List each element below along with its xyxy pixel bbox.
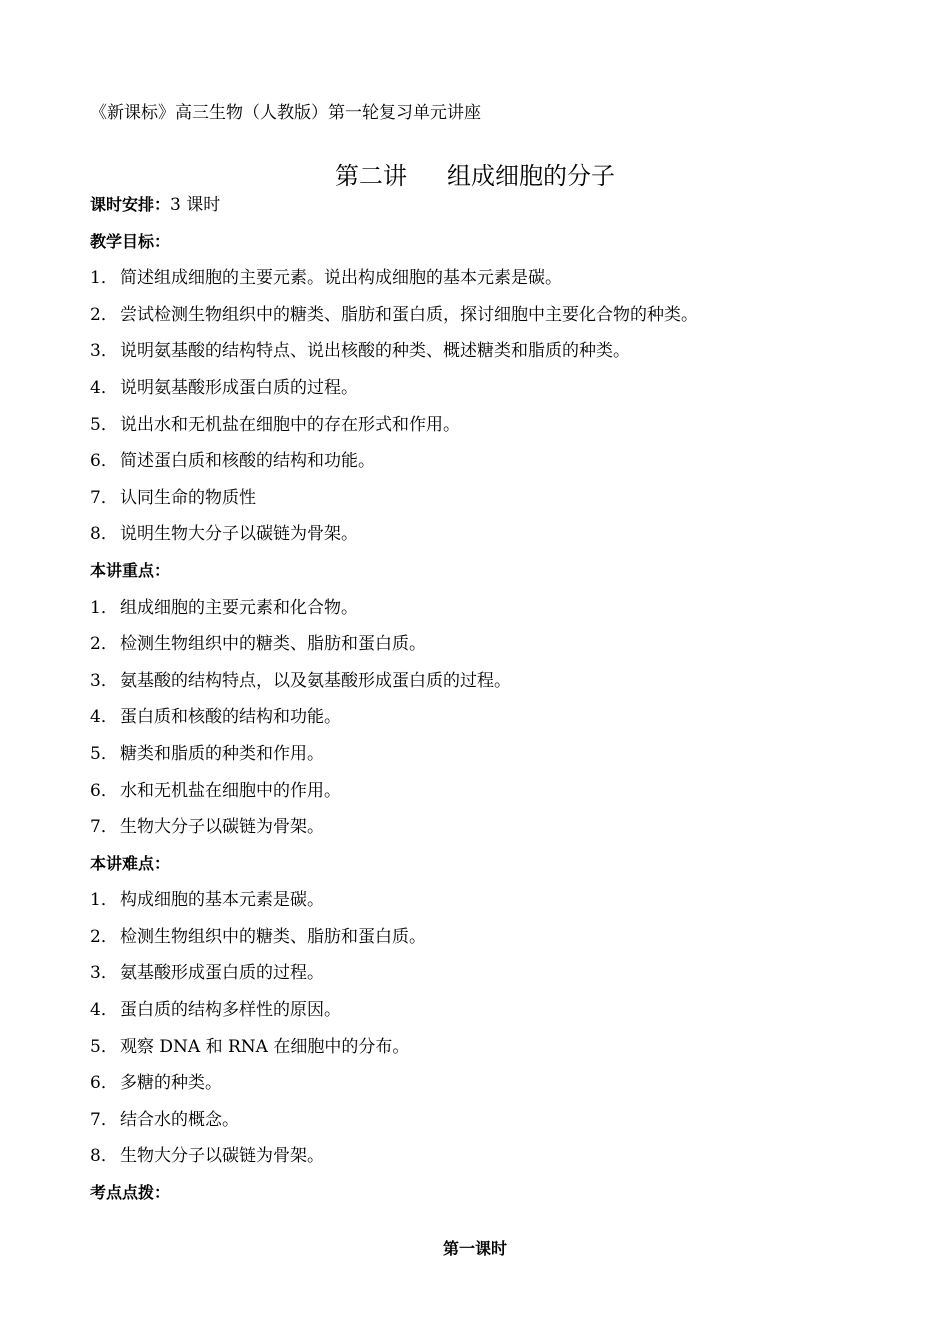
list-item: 8． 说明生物大分子以碳链为骨架。 — [90, 524, 358, 545]
list-item: 7． 结合水的概念。 — [90, 1109, 239, 1130]
list-item: 6． 简述蛋白质和核酸的结构和功能。 — [90, 451, 375, 472]
list-item: 1． 组成细胞的主要元素和化合物。 — [90, 597, 358, 618]
section-heading: 第一课时 — [442, 1239, 507, 1258]
key-points-heading: 本讲重点： — [90, 560, 171, 580]
list-item: 6． 水和无机盐在细胞中的作用。 — [90, 780, 341, 801]
list-item: 2． 检测生物组织中的糖类、脂肪和蛋白质。 — [90, 926, 426, 947]
list-item: 4． 说明氨基酸形成蛋白质的过程。 — [90, 377, 358, 398]
list-item: 1． 构成细胞的基本元素是碳。 — [90, 890, 324, 911]
document-body — [90, 187, 870, 1212]
list-item: 5． 糖类和脂质的种类和作用。 — [90, 743, 324, 764]
difficult-points-heading: 本讲难点： — [90, 853, 171, 873]
schedule-line — [90, 187, 870, 224]
lecture-number: 第二讲 — [335, 162, 407, 190]
list-item: 3． 说明氨基酸的结构特点、说出核酸的种类、概述糖类和脂质的种类。 — [90, 341, 630, 362]
document-header: 《新课标》高三生物（人教版）第一轮复习单元讲座 — [90, 103, 481, 123]
list-item: 4． 蛋白质和核酸的结构和功能。 — [90, 707, 341, 728]
list-item: 4． 蛋白质的结构多样性的原因。 — [90, 1000, 341, 1021]
list-item: 1． 简述组成细胞的主要元素。说出构成细胞的基本元素是碳。 — [90, 268, 562, 289]
list-item: 8． 生物大分子以碳链为骨架。 — [90, 1146, 324, 1167]
schedule-value: 3 课时 — [170, 195, 221, 215]
list-item: 6． 多糖的种类。 — [90, 1073, 222, 1094]
list-item: 5． 说出水和无机盐在细胞中的存在形式和作用。 — [90, 414, 460, 435]
list-item: 5． 观察 DNA 和 RNA 在细胞中的分布。 — [90, 1036, 410, 1057]
list-item: 3． 氨基酸的结构特点，以及氨基酸形成蛋白质的过程。 — [90, 670, 511, 691]
lecture-topic: 组成细胞的分子 — [447, 162, 615, 190]
objectives-heading: 教学目标： — [90, 231, 171, 251]
exam-tips-heading: 考点点拨： — [90, 1183, 171, 1203]
schedule-label: 课时安排： — [90, 195, 171, 214]
list-item: 3． 氨基酸形成蛋白质的过程。 — [90, 963, 324, 984]
list-item: 2． 检测生物组织中的糖类、脂肪和蛋白质。 — [90, 634, 426, 655]
list-item: 7． 认同生命的物质性 — [90, 487, 256, 508]
list-item: 2． 尝试检测生物组织中的糖类、脂肪和蛋白质，探讨细胞中主要化合物的种类。 — [90, 304, 698, 325]
list-item: 7． 生物大分子以碳链为骨架。 — [90, 817, 324, 838]
